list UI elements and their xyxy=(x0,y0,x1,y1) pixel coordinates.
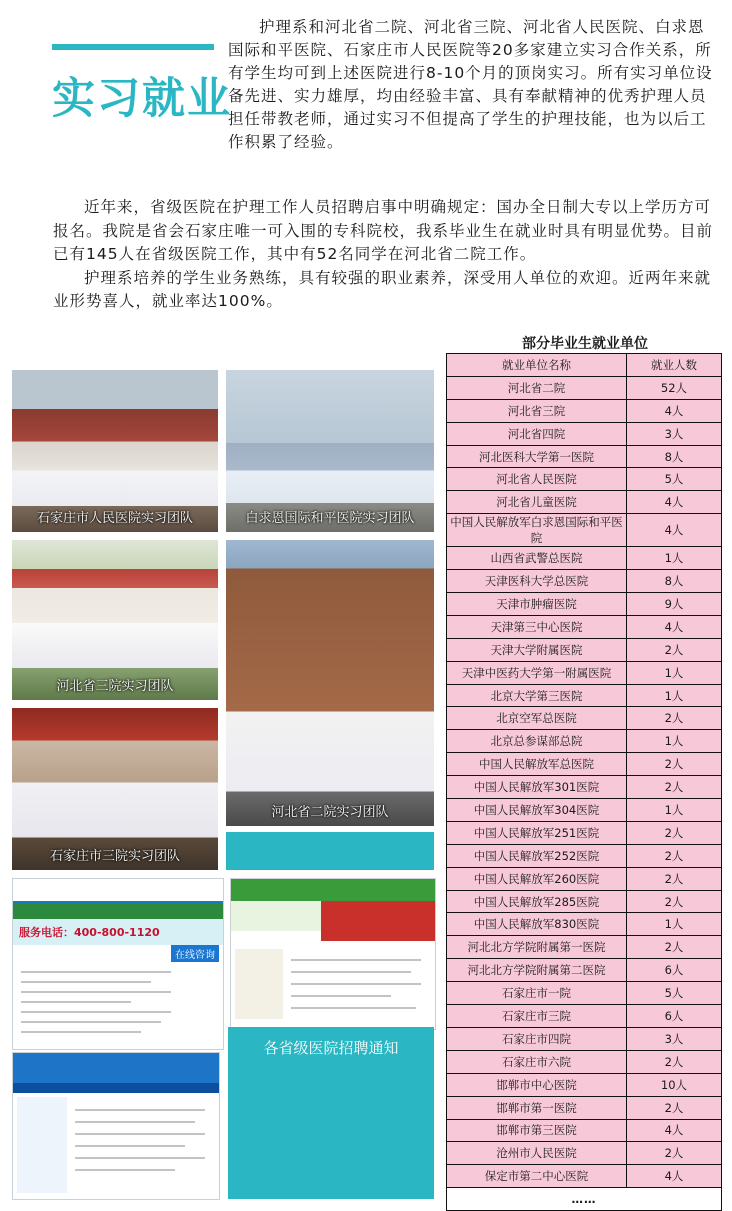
count-cell: 1人 xyxy=(627,799,722,822)
count-cell: 2人 xyxy=(627,844,722,867)
unit-name-cell: 天津中医药大学第一附属医院 xyxy=(447,661,627,684)
photo-shijiazhuang-third-hospital xyxy=(12,708,218,870)
unit-name-cell: 中国人民解放军白求恩国际和平医院 xyxy=(447,514,627,547)
table-row xyxy=(447,638,722,661)
count-cell: 4人 xyxy=(627,399,722,422)
table-row xyxy=(447,422,722,445)
unit-name-cell: 河北省三院 xyxy=(447,399,627,422)
unit-name-cell: 中国人民解放军304医院 xyxy=(447,799,627,822)
photo-hebei-second-hospital xyxy=(226,540,434,826)
table-row xyxy=(447,661,722,684)
photo-caption: 河北省三院实习团队 xyxy=(56,679,174,694)
table-row xyxy=(447,890,722,913)
unit-name-cell: 天津医科大学总医院 xyxy=(447,570,627,593)
unit-name-cell: 北京大学第三医院 xyxy=(447,684,627,707)
table-row xyxy=(447,593,722,616)
table-row xyxy=(447,399,722,422)
unit-name-cell: 河北省四院 xyxy=(447,422,627,445)
table-row xyxy=(447,1027,722,1050)
table-more-row xyxy=(447,1188,722,1211)
recruitment-notice-block xyxy=(228,1027,434,1199)
unit-name-cell: 中国人民解放军260医院 xyxy=(447,867,627,890)
count-cell: 1人 xyxy=(627,661,722,684)
employment-table xyxy=(446,353,722,1211)
unit-name-cell: 中国人民解放军总医院 xyxy=(447,753,627,776)
unit-name-cell: 天津市肿瘤医院 xyxy=(447,593,627,616)
employment-table-title: 部分毕业生就业单位 xyxy=(522,336,648,352)
table-row xyxy=(447,844,722,867)
table-row xyxy=(447,1096,722,1119)
body-text xyxy=(53,196,723,314)
table-row xyxy=(447,445,722,468)
table-row xyxy=(447,1165,722,1188)
recruitment-website-screenshot-3 xyxy=(12,1052,220,1200)
table-row xyxy=(447,1005,722,1028)
intro-paragraph xyxy=(228,16,716,154)
count-cell: 6人 xyxy=(627,1005,722,1028)
recruitment-website-screenshot-1 xyxy=(12,878,224,1050)
count-cell: 2人 xyxy=(627,821,722,844)
count-cell: 3人 xyxy=(627,422,722,445)
count-cell: 2人 xyxy=(627,1142,722,1165)
unit-name-cell: 石家庄市六院 xyxy=(447,1050,627,1073)
count-cell: 4人 xyxy=(627,615,722,638)
intro-text: 护理系和河北省二院、河北省三院、河北省人民医院、白求恩国际和平医院、石家庄市人民医院等20多家建立实习合作关系，所有学生均可到上述医院进行8-10个月的顶岗实习。所有实习单位设备先进、实力雄厚，均由经验丰富、具有奉献精神的优秀护理人员担任带教老师，通过实习不但提高了学生的护理技能，也为以后工作积累了经验。 xyxy=(228,18,713,151)
recruitment-website-screenshot-2 xyxy=(230,878,436,1030)
table-row xyxy=(447,982,722,1005)
table-header-row xyxy=(447,354,722,377)
cyan-spacer-block xyxy=(226,832,434,870)
more-ellipsis: …… xyxy=(447,1188,722,1211)
count-cell: 2人 xyxy=(627,1096,722,1119)
table-row xyxy=(447,753,722,776)
photo-bethune-hospital xyxy=(226,370,434,532)
table-row xyxy=(447,468,722,491)
count-cell: 2人 xyxy=(627,867,722,890)
table-row xyxy=(447,1073,722,1096)
unit-name-cell: 天津第三中心医院 xyxy=(447,615,627,638)
photo-caption: 白求恩国际和平医院实习团队 xyxy=(245,511,415,526)
count-cell: 8人 xyxy=(627,570,722,593)
table-row xyxy=(447,1119,722,1142)
unit-name-cell: 河北北方学院附属第二医院 xyxy=(447,959,627,982)
unit-name-cell: 石家庄市四院 xyxy=(447,1027,627,1050)
table-row xyxy=(447,547,722,570)
count-cell: 9人 xyxy=(627,593,722,616)
consult-badge: 在线咨询 xyxy=(171,945,219,962)
photo-caption: 石家庄市三院实习团队 xyxy=(49,849,180,864)
table-row xyxy=(447,491,722,514)
count-cell: 2人 xyxy=(627,638,722,661)
unit-name-cell: 河北北方学院附属第一医院 xyxy=(447,936,627,959)
table-row xyxy=(447,959,722,982)
hotline-text: 服务电话：400-800-1120 xyxy=(19,926,160,939)
unit-name-cell: 北京总参谋部总院 xyxy=(447,730,627,753)
unit-name-cell: 中国人民解放军301医院 xyxy=(447,776,627,799)
unit-name-cell: 山西省武警总医院 xyxy=(447,547,627,570)
unit-name-cell: 中国人民解放军251医院 xyxy=(447,821,627,844)
unit-name-cell: 邯郸市第三医院 xyxy=(447,1119,627,1142)
photo-caption: 河北省二院实习团队 xyxy=(271,805,389,820)
unit-name-cell: 北京空军总医院 xyxy=(447,707,627,730)
title-accent-bar xyxy=(52,44,214,50)
count-cell: 4人 xyxy=(627,491,722,514)
table-row xyxy=(447,1142,722,1165)
count-cell: 4人 xyxy=(627,1119,722,1142)
count-cell: 5人 xyxy=(627,982,722,1005)
count-cell: 8人 xyxy=(627,445,722,468)
count-cell: 2人 xyxy=(627,890,722,913)
table-row xyxy=(447,867,722,890)
unit-name-cell: 保定市第二中心医院 xyxy=(447,1165,627,1188)
photo-hebei-third-hospital xyxy=(12,540,218,700)
page-title: 实习就业 xyxy=(52,74,232,124)
header-count: 就业人数 xyxy=(627,354,722,377)
paragraph-1: 近年来，省级医院在护理工作人员招聘启事中明确规定：国办全日制大专以上学历方可报名。我院是省会石家庄唯一可入围的专科院校，我系毕业生在就业时具有明显优势。目前已有145人在省级医院工作，其中有52名同学在河北省二院工作。 xyxy=(53,198,714,263)
table-row xyxy=(447,936,722,959)
count-cell: 3人 xyxy=(627,1027,722,1050)
count-cell: 5人 xyxy=(627,468,722,491)
unit-name-cell: 天津大学附属医院 xyxy=(447,638,627,661)
count-cell: 1人 xyxy=(627,547,722,570)
photo-shijiazhuang-people-hospital xyxy=(12,370,218,532)
unit-name-cell: 河北省儿童医院 xyxy=(447,491,627,514)
count-cell: 2人 xyxy=(627,753,722,776)
table-row xyxy=(447,707,722,730)
count-cell: 4人 xyxy=(627,1165,722,1188)
table-row xyxy=(447,1050,722,1073)
unit-name-cell: 邯郸市第一医院 xyxy=(447,1096,627,1119)
table-row xyxy=(447,776,722,799)
table-row xyxy=(447,730,722,753)
unit-name-cell: 河北省人民医院 xyxy=(447,468,627,491)
count-cell: 6人 xyxy=(627,959,722,982)
table-row xyxy=(447,615,722,638)
count-cell: 2人 xyxy=(627,776,722,799)
unit-name-cell: 邯郸市中心医院 xyxy=(447,1073,627,1096)
table-row xyxy=(447,376,722,399)
table-row xyxy=(447,684,722,707)
unit-name-cell: 沧州市人民医院 xyxy=(447,1142,627,1165)
count-cell: 2人 xyxy=(627,1050,722,1073)
count-cell: 1人 xyxy=(627,913,722,936)
table-row xyxy=(447,913,722,936)
unit-name-cell: 中国人民解放军252医院 xyxy=(447,844,627,867)
count-cell: 52人 xyxy=(627,376,722,399)
table-row xyxy=(447,821,722,844)
count-cell: 10人 xyxy=(627,1073,722,1096)
table-row xyxy=(447,570,722,593)
count-cell: 2人 xyxy=(627,707,722,730)
unit-name-cell: 石家庄市一院 xyxy=(447,982,627,1005)
photo-caption: 石家庄市人民医院实习团队 xyxy=(36,511,193,526)
unit-name-cell: 石家庄市三院 xyxy=(447,1005,627,1028)
table-row xyxy=(447,514,722,547)
paragraph-2: 护理系培养的学生业务熟练，具有较强的职业素养，深受用人单位的欢迎。近两年来就业形势喜人，就业率达100%。 xyxy=(53,268,712,310)
count-cell: 1人 xyxy=(627,684,722,707)
unit-name-cell: 河北省二院 xyxy=(447,376,627,399)
header-unit-name: 就业单位名称 xyxy=(447,354,627,377)
unit-name-cell: 中国人民解放军285医院 xyxy=(447,890,627,913)
unit-name-cell: 河北医科大学第一医院 xyxy=(447,445,627,468)
unit-name-cell: 中国人民解放军830医院 xyxy=(447,913,627,936)
count-cell: 2人 xyxy=(627,936,722,959)
count-cell: 4人 xyxy=(627,514,722,547)
recruitment-notice-caption: 各省级医院招聘通知 xyxy=(263,1039,399,1057)
table-row xyxy=(447,799,722,822)
count-cell: 1人 xyxy=(627,730,722,753)
